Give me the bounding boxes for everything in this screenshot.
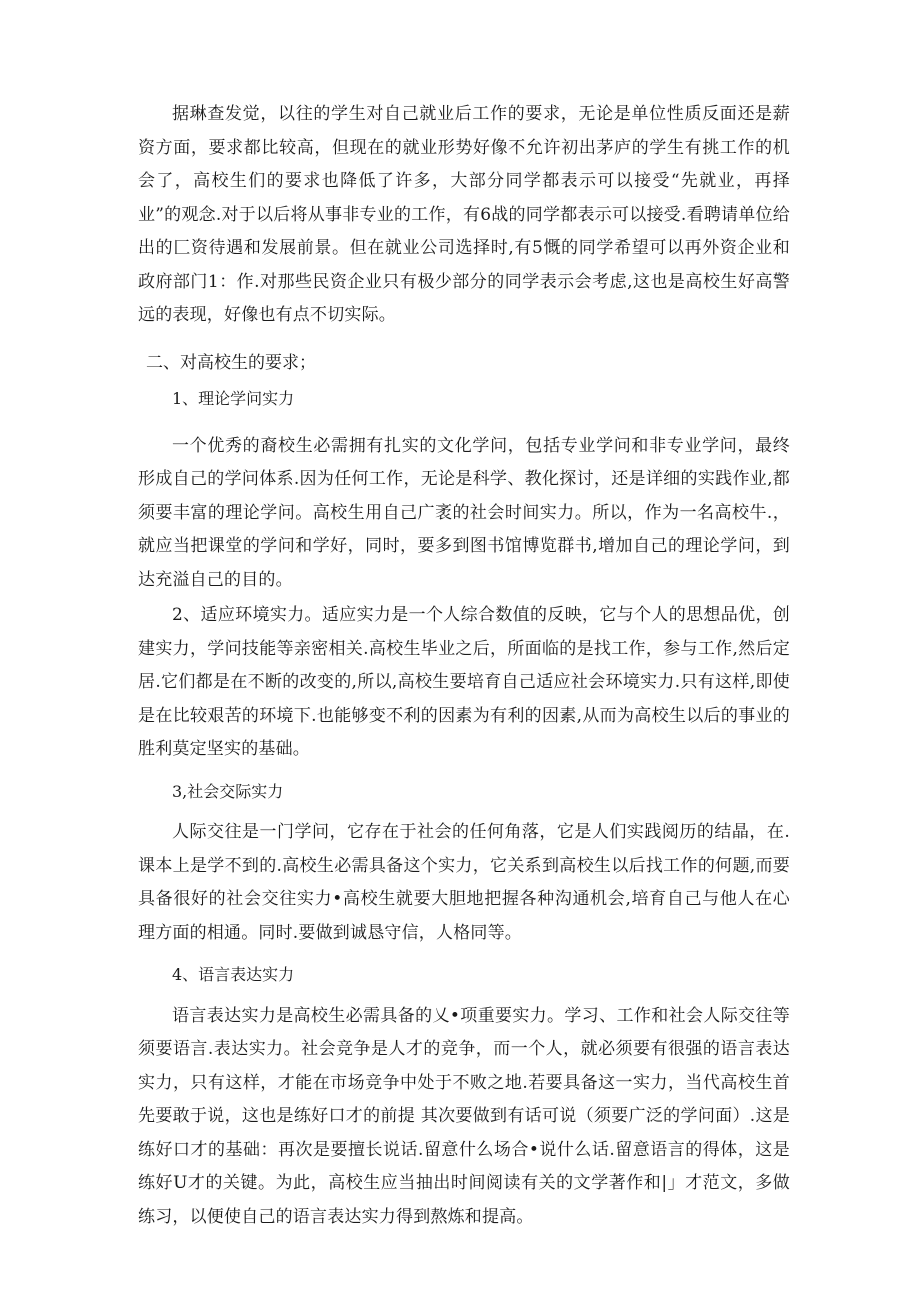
- section-heading-requirements: 二、对高校生的要求；: [146, 352, 316, 373]
- subheading-theory-knowledge: 1、理论学问实力: [172, 389, 295, 408]
- paragraph-employment-attitudes: 据琳查发觉，以往的学生对自己就业后工作的要求，无论是单位性质反面还是薪资方面，要求都比较高，但现在的就业形势好像不允许初出茅庐的学生有挑工作的机会了，高校生们的要求也降低了许多，大部分同学都表示可以接受“先就业，再择业”的观念.对于以后将从事非专业的工作，有6战的同学都表示可以接受.看聘请单位给出的匚资待遇和发展前景。但在就业公司选择时,有5慨的同学希望可以再外资企业和政府部门1：作.对那些民资企业只有极少部分的同学表示会考虑,这也是高校生好高警远的表现，好像也有点不切实际。: [138, 104, 790, 325]
- paragraph-adaptability: 2、适应环境实力。适应实力是一个人综合数值的反映，它与个人的思想品优，创建实力，学问技能等亲密相关.高校生毕业之后，所面临的是找工作，参与工作,然后定居.它们都是在不断的改变的,所以,高校生要培育自己适应社会环境实力.只有这样,即使是在比较艰苦的环境下.也能够变不利的因素为有利的因素,从而为高校生以后的事业的胜利莫定坚实的基础。: [138, 605, 790, 759]
- document-body: [138, 98, 790, 1234]
- subheading-language-expression: 4、语言表达实力: [172, 965, 295, 984]
- paragraph-theory-knowledge: 一个优秀的裔校生必需拥有扎实的文化学问，包括专业学问和非专业学问，最终形成自己的学问体系.因为任何工作，无论是科学、教化探讨，还是详细的实践作业,都须要丰富的理论学问。高校生用自己广袤的社会时间实力。所以，作为一名高校牛.，就应当把课堂的学问和学好，同时，要多到图书馆博览群书,增加自己的理论学问，到达充溢自己的目的。: [138, 435, 790, 590]
- paragraph-social-skills: 人际交往是一门学问，它存在于社会的任何角落，它是人们实践阅历的结晶，在.课本上是学不到的.高校生必需具备这个实力，它关系到高校生以后找工作的何题,而要具备很好的社会交往实力•高校生就要大胆地把握各种沟通机会,培育自己与他人在心理方面的相通。同时.要做到诚恳守信，人格同等。: [138, 822, 790, 943]
- paragraph-language-expression: 语言表达实力是高校生必需具备的乂•项重要实力。学习、工作和社会人际交往等须要语言.表达实力。社会竞争是人才的竞争，而一个人，就必须要有很强的语言表达实力，只有这样，才能在市场竞争中处于不败之地.若要具备这一实力，当代高校生首先要敢于说，这也是练好口才的前提 其次要做到有话可说（须要广泛的学问面）.这是练好口才的基础：再次是要擅长说话.留意什么场合•说什么话.留意语言的得体，这是练好U才的关键。为此，高校生应当抽出时间阅读有关的文学著作和|」才范文，多做练习，以便使自己的语言表达实力得到熬炼和提高。: [138, 1005, 790, 1227]
- subheading-social-skills: 3,社会交际实力: [172, 781, 284, 801]
